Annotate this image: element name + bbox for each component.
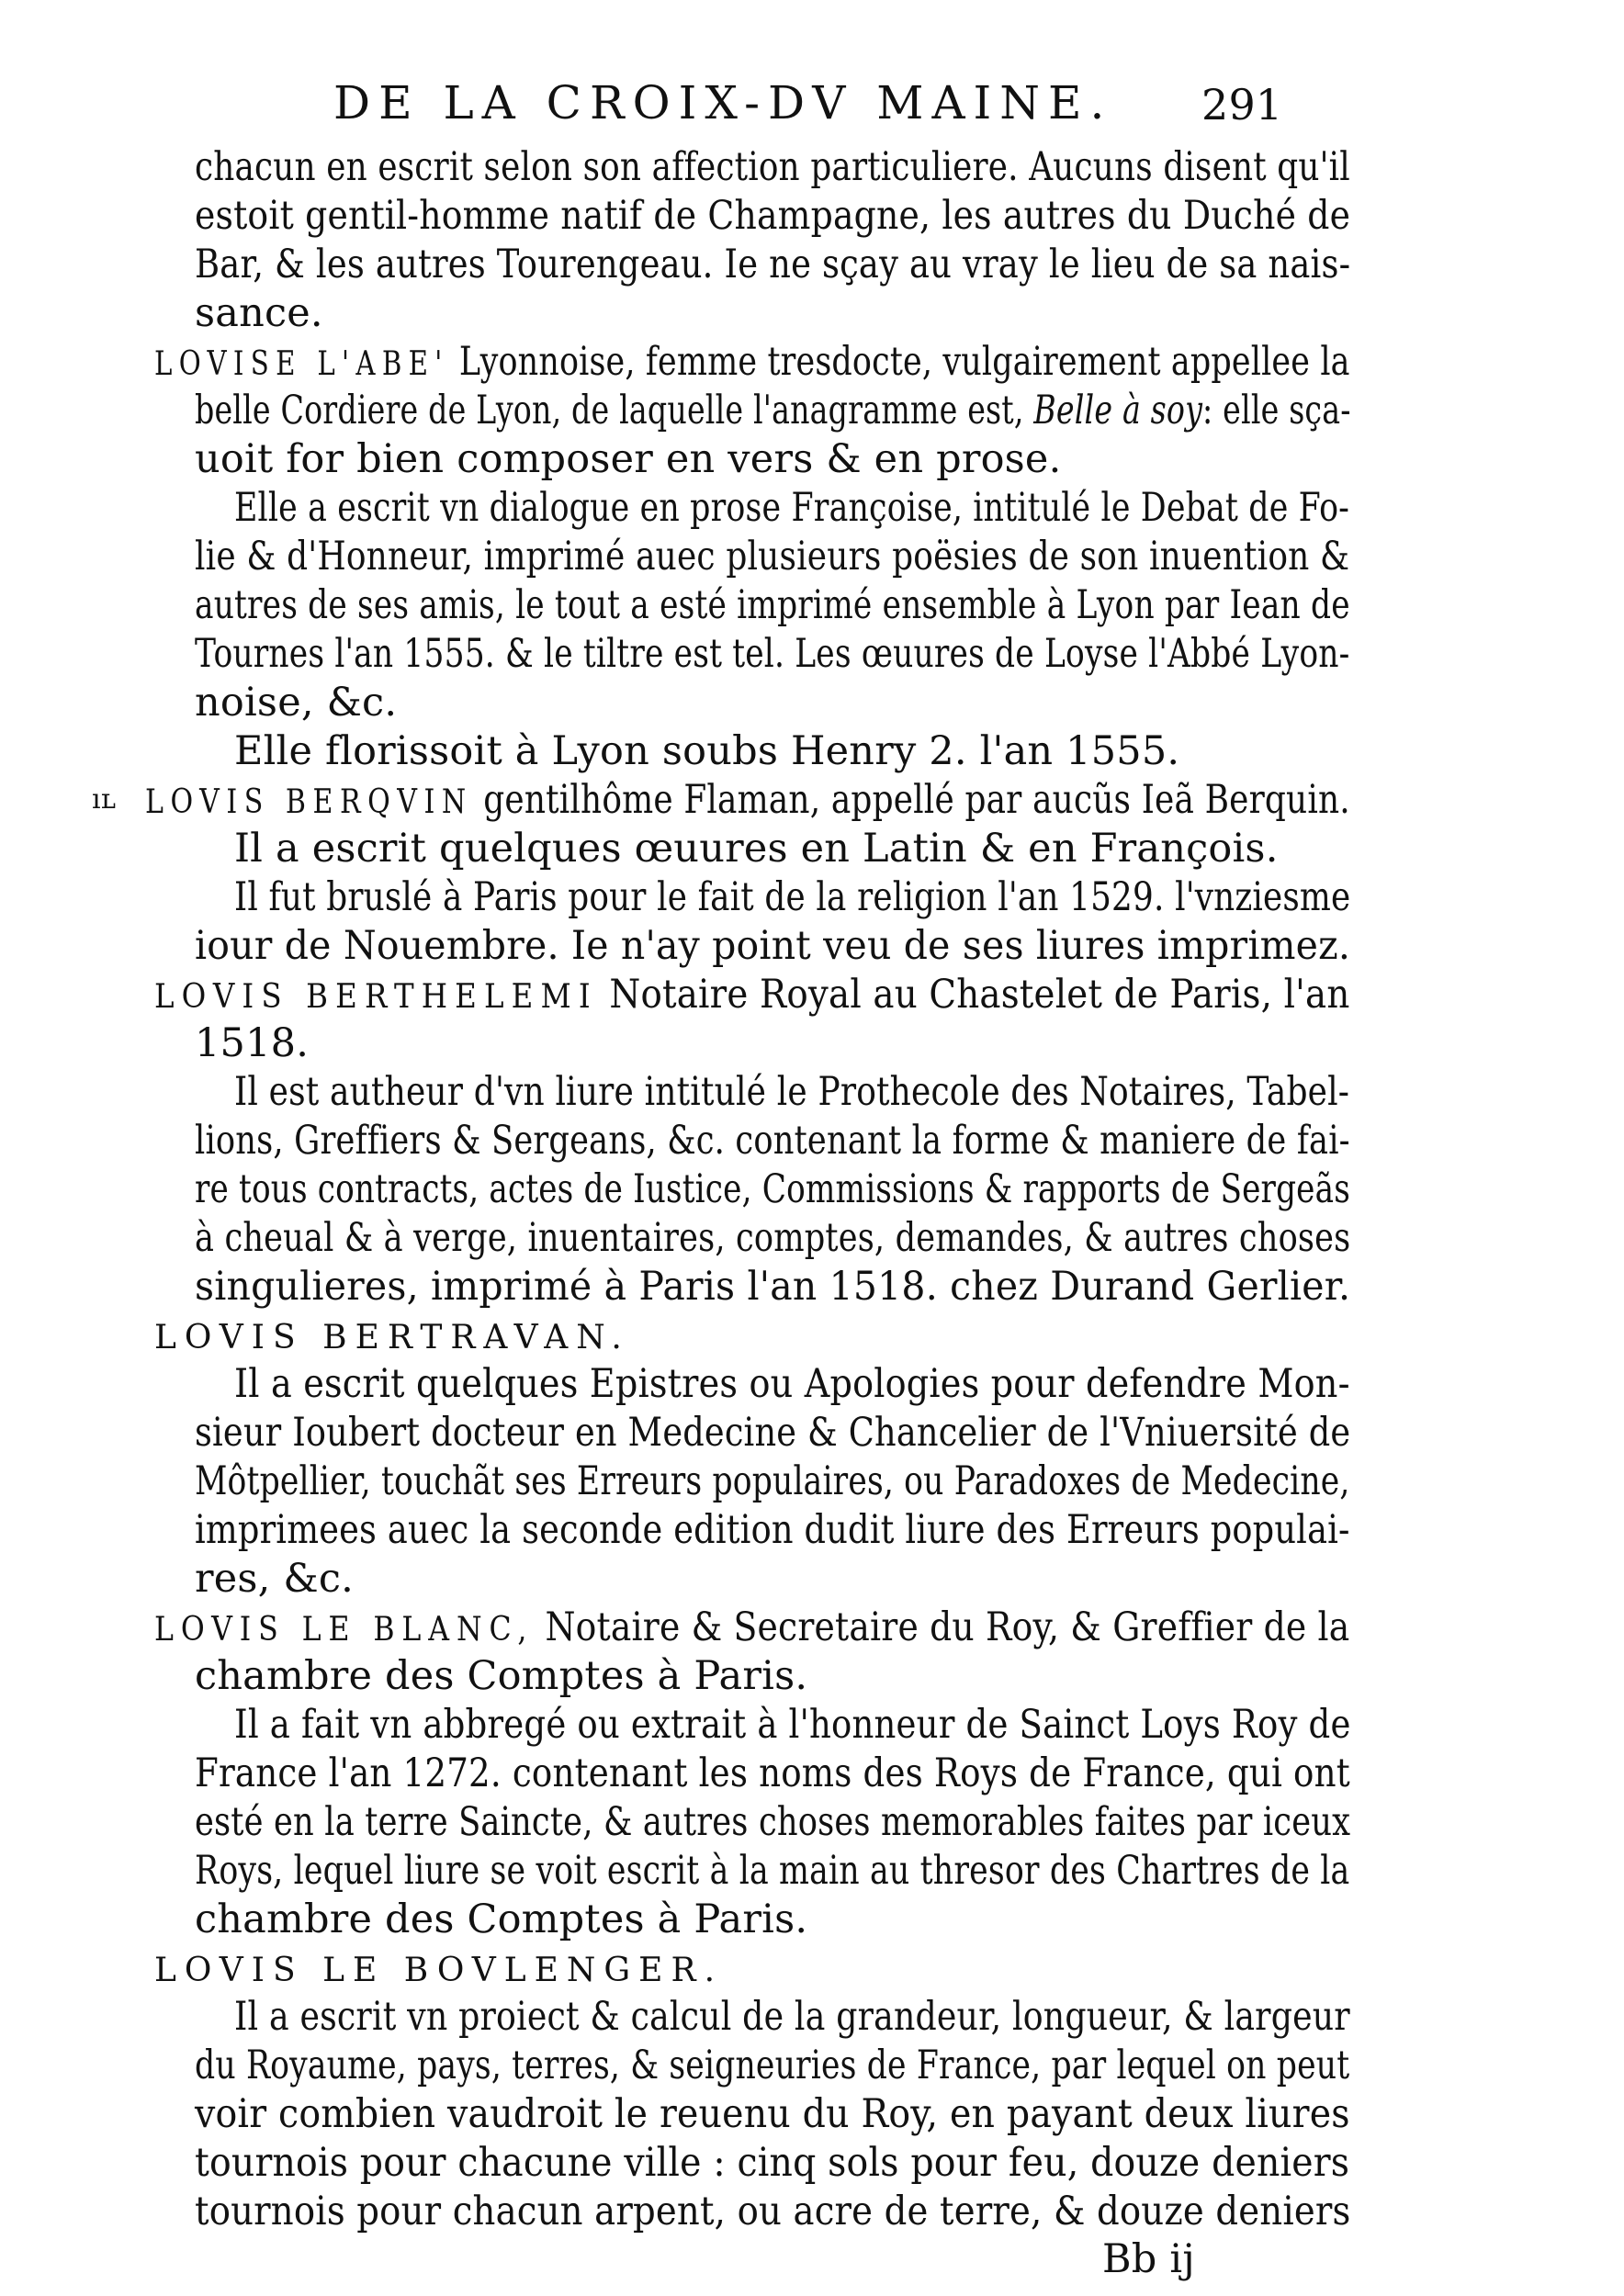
text-line: Il a fait vn abbregé ou extrait à l'honneur de Sainct Loys Roy de — [234, 1702, 1351, 1748]
text-line: Il fut bruslé à Paris pour le fait de la religion l'an 1529. l'vnziesme — [234, 874, 1351, 920]
entry-name: LOVIS LE BOVLENGER. — [154, 1952, 724, 1989]
text-line: Tournes l'an 1555. & le tiltre est tel. Les œuures de Loyse l'Abbé Lyon- — [195, 631, 1350, 677]
text-line: France l'an 1272. contenant les noms des Roys de France, qui ont — [195, 1750, 1350, 1796]
entry-name: LOVIS BERTHELEMI — [154, 978, 598, 1016]
text-line: Môtpellier, touchãt ses Erreurs populaires, ou Paradoxes de Medecine, — [195, 1458, 1350, 1504]
text-line: estoit gentil-homme natif de Champagne, les autres du Duché de — [195, 193, 1351, 239]
text-line: chambre des Comptes à Paris. — [195, 1653, 808, 1699]
entry-name: LOVISE L'ABE' — [154, 345, 449, 383]
text-line: Il a escrit vn proiect & calcul de la grandeur, longueur, & largeur — [234, 1994, 1350, 2040]
text-line: sieur Ioubert docteur en Medecine & Chancelier de l'Vniuersité de — [195, 1410, 1351, 1456]
text-line: tournois pour chacun arpent, ou acre de terre, & douze deniers — [195, 2189, 1351, 2234]
text-line: 1518. — [195, 1020, 310, 1066]
text-line: imprimees auec la seconde edition dudit liure des Erreurs populai- — [195, 1507, 1350, 1553]
entry-heading-line — [154, 1310, 630, 1364]
text-line: Elle florissoit à Lyon soubs Henry 2. l'an 1555. — [234, 728, 1180, 774]
text-line: Elle a escrit vn dialogue en prose Françoise, intitulé le Debat de Fo- — [234, 485, 1350, 531]
entry-heading-line — [154, 1602, 1349, 1656]
text-line: sance. — [195, 290, 323, 336]
text-line: du Royaume, pays, terres, & seigneuries de France, par lequel on peut — [195, 2043, 1350, 2088]
running-title: DE LA CROIX-DV MAINE. — [333, 76, 1113, 129]
text-line: re tous contracts, actes de Iustice, Commissions & rapports de Sergeãs — [195, 1166, 1350, 1212]
italic-anagram: Belle à soy — [1033, 388, 1203, 433]
page-number: 291 — [1201, 80, 1283, 129]
text-line: Il a escrit quelques Epistres ou Apologies pour defendre Mon- — [234, 1361, 1350, 1407]
text-line: lie & d'Honneur, imprimé auec plusieurs poësies de son inuention & — [195, 534, 1350, 580]
entry-name: LOVIS BERTRAVAN. — [154, 1319, 630, 1356]
text-line: singulieres, imprimé à Paris l'an 1518. chez Durand Gerlier. — [195, 1264, 1351, 1310]
margin-mark: ıʟ — [92, 783, 117, 816]
entry-name: LOVIS LE BLANC, — [154, 1611, 535, 1649]
entry-heading-line — [145, 774, 1350, 828]
text-line: voir combien vaudroit le reuenu du Roy, en payant deux liures — [195, 2091, 1350, 2137]
text-segment: : elle sça- — [1202, 388, 1351, 433]
entry-name: LOVIS BERQVIN — [145, 783, 473, 821]
entry-heading-text: Notaire & Secretaire du Roy, & Greffier de la — [534, 1604, 1350, 1650]
text-line: chacun en escrit selon son affection particuliere. Aucuns disent qu'il — [195, 144, 1350, 190]
entry-heading-line — [154, 1942, 723, 1997]
entry-heading-text: Lyonnoise, femme tresdocte, vulgairement appellee la — [448, 339, 1350, 385]
text-line: uoit for bien composer en vers & en prose. — [195, 436, 1062, 482]
entry-heading-text: gentilhôme Flaman, appellé par aucũs Ieã Berquin. — [472, 777, 1350, 823]
text-line: autres de ses amis, le tout a esté imprimé ensemble à Lyon par Iean de — [195, 582, 1350, 628]
text-line: iour de Nouembre. Ie n'ay point veu de ses liures imprimez. — [195, 923, 1351, 969]
text-line: noise, &c. — [195, 680, 398, 726]
text-line: tournois pour chacune ville : cinq sols pour feu, douze deniers — [195, 2140, 1350, 2186]
text-line: Il est autheur d'vn liure intitulé le Prothecole des Notaires, Tabel- — [234, 1069, 1350, 1115]
text-line: Roys, lequel liure se voit escrit à la main au thresor des Chartres de la — [195, 1848, 1350, 1894]
text-line: Bar, & les autres Tourengeau. Ie ne sçay au vray le lieu de sa nais- — [195, 242, 1351, 287]
text-line: lions, Greffiers & Sergeans, &c. contenant la forme & maniere de fai- — [195, 1118, 1350, 1164]
text-line: Il a escrit quelques œuures en Latin & en François. — [234, 826, 1279, 872]
signature-mark: Bb ij — [1102, 2236, 1195, 2282]
text-segment: belle Cordiere de Lyon, de laquelle l'anagramme est, — [195, 388, 1034, 433]
text-line — [195, 385, 1351, 436]
entry-heading-line — [154, 336, 1350, 390]
entry-heading-text: Notaire Royal au Chastelet de Paris, l'an — [597, 972, 1350, 1018]
text-line: res, &c. — [195, 1556, 355, 1602]
entry-heading-line — [154, 969, 1349, 1023]
text-line: esté en la terre Saincte, & autres choses memorables faites par iceux — [195, 1799, 1351, 1845]
text-line: à cheual & à verge, inuentaires, comptes, demandes, & autres choses — [195, 1215, 1351, 1261]
text-line: chambre des Comptes à Paris. — [195, 1896, 808, 1942]
